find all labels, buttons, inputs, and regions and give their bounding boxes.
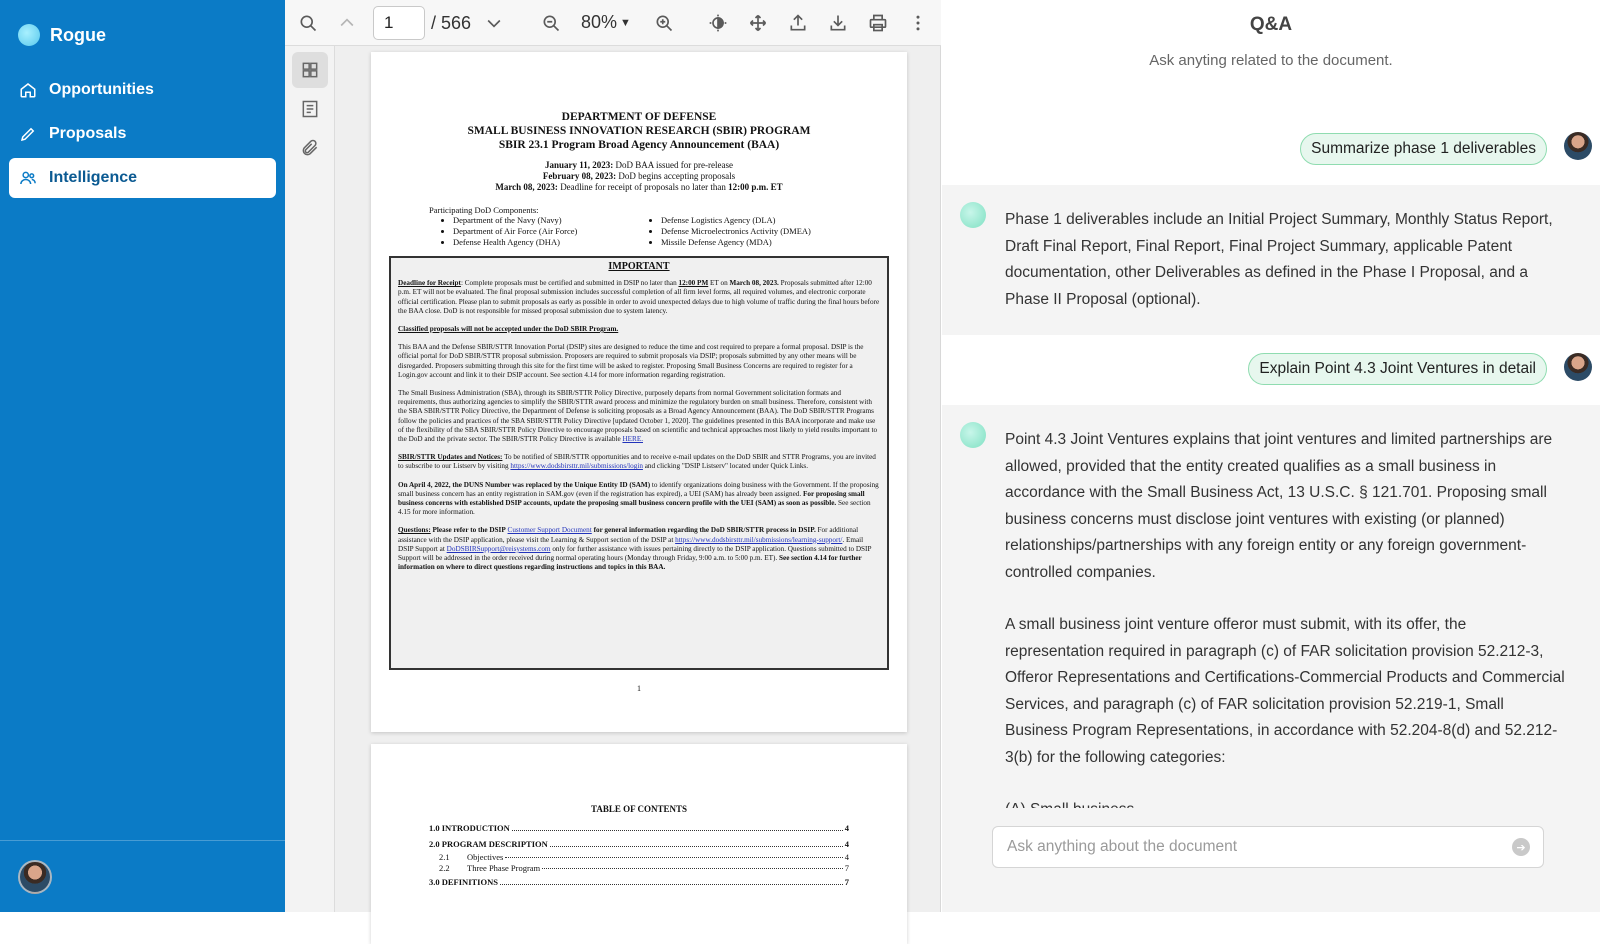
theme-icon[interactable] [706, 11, 730, 35]
toc-row[interactable]: 2.0 PROGRAM DESCRIPTION 4 [429, 836, 849, 852]
outline-icon[interactable] [292, 91, 328, 127]
thumbnail-rail [285, 46, 335, 912]
divider [0, 840, 285, 841]
more-vertical-icon[interactable] [906, 11, 930, 35]
logo-icon [18, 24, 40, 46]
toc-title: TABLE OF CONTENTS [590, 804, 688, 814]
learning-support-link[interactable]: https://www.dodsbirsttr.mil/submissions/learning-support/ [675, 535, 843, 544]
toc-row[interactable]: 3.0 DEFINITIONS 7 [429, 874, 849, 890]
sidebar-nav [9, 70, 276, 202]
page-number-input[interactable] [373, 6, 425, 40]
caret-down-icon: ▼ [620, 16, 631, 29]
upload-icon[interactable] [786, 11, 810, 35]
zoom-out-icon[interactable] [539, 11, 563, 35]
pdf-page-2 [371, 744, 907, 944]
toc-row[interactable]: 2.2 Three Phase Program 7 [439, 863, 849, 873]
page-number: 1 [637, 684, 641, 693]
toc-row[interactable]: 1.0 INTRODUCTION 4 [429, 820, 849, 836]
attachment-icon[interactable] [292, 130, 328, 166]
sidebar-item-opportunities[interactable] [9, 70, 276, 110]
chevron-up-icon[interactable] [335, 11, 359, 35]
support-doc-link[interactable]: Customer Support Document [507, 526, 592, 535]
assistant-avatar-icon [960, 422, 986, 448]
components-heading: Participating DoD Components: [429, 205, 539, 215]
answer-text: Phase 1 deliverables include an Initial Project Summary, Monthly Status Report, Draft Final Report, Final Report, Final Project Summary, applicable Patent documentation, other Deliverables as defined in the Phase I Proposal, and a Phase II Proposal (optional). [1005, 211, 1553, 308]
move-icon[interactable] [746, 11, 770, 35]
send-icon[interactable]: ➔ [1512, 838, 1530, 856]
pdf-toolbar [285, 0, 941, 46]
user-avatar[interactable] [18, 860, 52, 894]
pencil-icon [19, 125, 37, 143]
home-icon [19, 81, 37, 99]
pdf-page-area[interactable] [335, 46, 940, 912]
components-list: • Department of the Navy (Navy) • Department of Air Force (Air Force) • Defense Health Agency (DHA) • Defense Logistics Agency (DLA) • Defense Microelectronics Activity (DMEA) • Missile Defense Agency (MDA) [443, 215, 907, 248]
page-total: / 566 [431, 13, 472, 33]
listserv-link[interactable]: https://www.dodsbirsttr.mil/submissions/login [510, 462, 643, 471]
qa-title: Q&A [1249, 14, 1293, 35]
here-link[interactable]: HERE. [622, 435, 643, 444]
zoom-in-icon[interactable] [652, 11, 676, 35]
sidebar-item-proposals[interactable] [9, 114, 276, 154]
users-icon [19, 169, 37, 187]
brand[interactable] [18, 24, 106, 46]
user-question: Explain Point 4.3 Joint Ventures in detail [1248, 353, 1547, 385]
assistant-avatar-icon [960, 202, 986, 228]
download-icon[interactable] [826, 11, 850, 35]
pdf-page-1 [371, 52, 907, 732]
search-icon[interactable] [296, 11, 320, 35]
sidebar-item-label: Proposals [49, 125, 127, 142]
user-question: Summarize phase 1 deliverables [1300, 133, 1547, 165]
toc-row[interactable]: 2.1 Objectives 4 [439, 852, 849, 862]
user-avatar [1564, 132, 1592, 160]
print-icon[interactable] [866, 11, 890, 35]
qa-subtitle: Ask anyting related to the document. [1149, 52, 1393, 69]
zoom-value: 80% [581, 12, 618, 32]
pdf-viewer [285, 0, 941, 912]
sidebar [0, 0, 285, 912]
doc-title: DEPARTMENT OF DEFENSE SMALL BUSINESS INNOVATION RESEARCH (SBIR) PROGRAM SBIR 23.1 Program Broad Agency Announcement (BAA) [467, 111, 811, 151]
sidebar-item-label: Opportunities [49, 81, 154, 98]
app-name: Rogue [50, 24, 106, 45]
sidebar-item-label: Intelligence [49, 169, 138, 186]
chevron-down-icon[interactable] [482, 11, 506, 35]
doc-dates: January 11, 2023: DoD BAA issued for pre-release February 08, 2023: DoD begins accepting proposals March 08, 2023: Deadline for receipt of proposals no later than 12:00 p.m. ET [495, 160, 783, 192]
qa-input[interactable] [992, 826, 1544, 868]
sidebar-item-intelligence[interactable] [9, 158, 276, 198]
support-email-link[interactable]: DoDSBIRSupport@reisystems.com [446, 544, 551, 553]
user-avatar [1564, 353, 1592, 381]
zoom-select[interactable] [581, 12, 631, 33]
answer-text: Point 4.3 Joint Ventures explains that joint ventures and limited partnerships are allowed, provided that the entity created qualifies as a small business in accordance with the Small Business Act, 13 U.S.C. § 121.701. Proposing small business concerns must disclose joint ventures with existing (or planned) relationships/partnerships with any foreign entity or any foreign government-controlled companies. A small business joint venture offeror must submit, with its offer, the representation required in paragraph (c) of FAR solicitation provision 52.212-3, Offeror Representations and Certifications-Commercial Products and Commercial Services, and paragraph (c) of FAR solicitation provision 52.219-1, Small Business Program Representations, in accordance with 52.204-8(d) and 52.212-3(b) for the following categories: [1005, 431, 1565, 766]
important-box: IMPORTANT Deadline for Receipt: Complete proposals must be certified and submitted in DSIP no later than 12:00 PM ET on March 08, 2023. Proposals submitted after 12:00 p.m. ET will not be evaluated. The final proposal submission includes successful completion of all firm level forms, all required volumes, and electronic corporate official certification. Please plan to submit proposals as early as possible in order to avoid unexpected delays due to high volume of traffic during the final hours before the BAA close. DoD is not responsible for missed proposal submission due to system latency. Classified proposals will not be accepted under the DoD SBIR Program. This BAA and the Defense SBIR/STTR Innovation Portal (DSIP) sites are designed to reduce the time and cost required to prepare a formal proposal. DSIP is the official portal for DoD SBIR/STTR proposal submission. Proposers are required to submit proposals via DSIP; proposals submitted by any other means will be disregarded. Proposers submitting through this site for the first time will be asked to register. Proposing Small Business Concerns are required to register for a Login.gov account and link it to their DSIP account. See section 4.14 for more information regarding registration. The Small Business Administration (SBA), through its SBIR/STTR Policy Directive, purposely departs from normal Government solicitation formats and requirements, thus authorizing agencies to simplify the SBIR/STTR award process and minimize the regulatory burden on small business. Therefore, consistent with the SBA SBIR/STTR Policy Directive, the Department of Defense is soliciting proposals as a Broad Agency Announcement (BAA). The DoD SBIR/STTR Programs follow the policies and practices of the SBA SBIR/STTR Policy Directive [updated October 1, 2020]. The guidelines presented in this BAA incorporate and make use of the flexibility of the SBA SBIR/STTR Policy Directive to encourage proposals based on scientific and technical approaches most likely to yield results important to the DoD and the private sector. The SBIR/STTR Policy Directive is available HERE. SBIR/STTR Updates and Notices: To be notified of SBIR/STTR opportunities and to receive e-mail updates on the DoD SBIR and STTR Programs, you are invited to subscribe to our Listserv by visiting https://www.dodsbirsttr.mil/submissions/login and clicking "DSIP Listserv" located under Quick Links. On April 4, 2022, the DUNS Number was replaced by the Unique Entity ID (SAM) to identify organizations doing business with the Government. If the proposing small business concern has an entity registration in SAM.gov (even if the registration has expired), a UEI (SAM) has already been assigned. For proposing small business concerns with established DSIP accounts, update the proposing small business concern profile with the UEI (SAM) as soon as possible. See section 4.15 for more information. Questions: Please refer to the DSIP Customer Support Document for general information regarding the DoD SBIR/STTR process in DSIP. For additional assistance with the DSIP application, please visit the Learning & Support section of the DSIP at https://www.dodsbirsttr.mil/submissions/learning-support/. Email DSIP Support at DoDSBIRSupport@reisystems.com only for further assistance with issues pertaining directly to the DSIP application. Questions submitted to DSIP Support will be addressed in the order received during normal operating hours (Monday through Friday, 9:00 a.m. to 5:00 p.m. ET). See section 4.14 for further information on where to direct questions regarding instructions and topics in this BAA. [389, 256, 889, 670]
grid-view-icon[interactable] [292, 52, 328, 88]
qa-panel [942, 0, 1600, 912]
